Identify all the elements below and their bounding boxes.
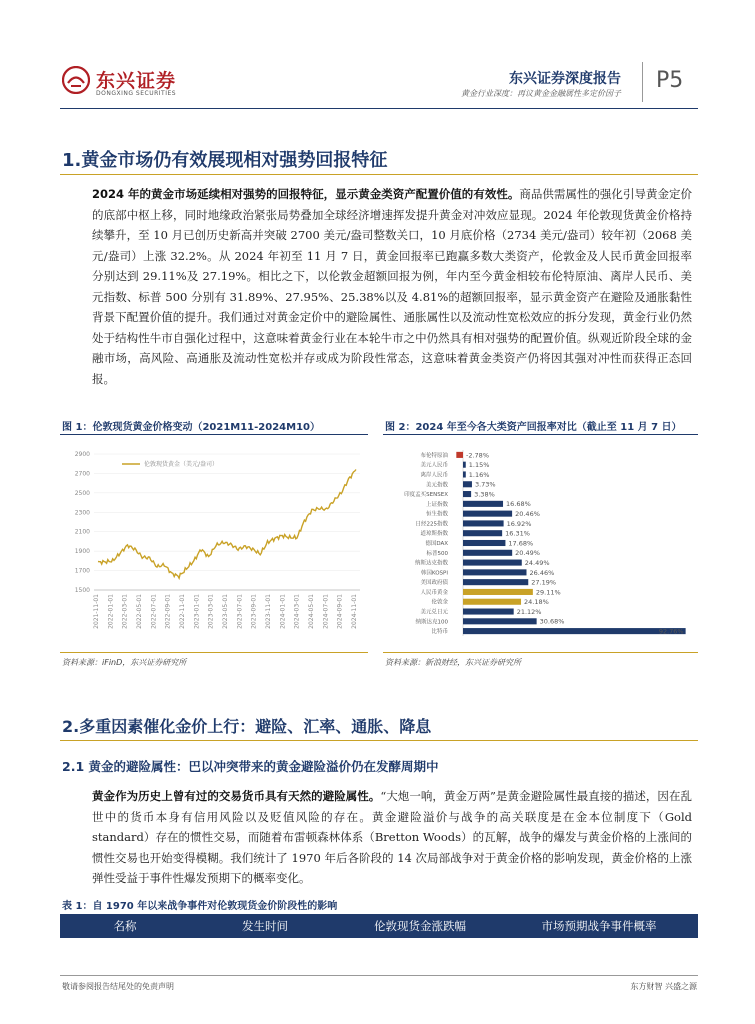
y-tick-label: 2300: [74, 509, 90, 517]
figure-2-source: 资料来源：新浪财经，东兴证券研究所: [385, 658, 521, 667]
bar-16: [463, 608, 514, 614]
bar-2: [463, 471, 466, 477]
x-tick-label: 2023-03-01: [207, 594, 215, 629]
figure-1-title: 图 1：伦敦现货黄金价格变动（2021M11-2024M10）: [62, 422, 320, 433]
section-2-rule: [60, 740, 698, 741]
value-label: 20.46%: [515, 510, 540, 519]
x-tick-label: 2024-03-01: [293, 594, 301, 629]
x-tick-label: 2024-05-01: [308, 594, 315, 629]
category-label: 标普500: [426, 550, 448, 557]
bar-15: [463, 599, 521, 605]
value-label: 16.92%: [506, 519, 532, 528]
x-tick-label: 2023-07-01: [236, 594, 244, 629]
footer-disclaimer: 敬请参阅报告结尾处的免责声明: [62, 982, 174, 991]
bar-11: [463, 560, 522, 566]
figure-1-source: 资料来源：iFinD，东兴证券研究所: [62, 658, 187, 667]
bar-13: [463, 579, 528, 585]
figure-2-rule: [383, 434, 698, 435]
section-2-title: 2.多重因素催化金价上行：避险、汇率、通胀、降息: [62, 717, 432, 736]
value-label: 16.31%: [505, 529, 530, 538]
section-1-title: 1.黄金市场仍有效展现相对强势回报特征: [62, 150, 388, 171]
x-tick-label: 2022-05-01: [136, 594, 143, 629]
category-label: 比特币: [431, 629, 448, 636]
category-label: 印度孟买SENSEX: [404, 492, 448, 499]
table-header-change: 伦敦现货金涨跌幅: [374, 919, 466, 933]
footer-slogan: 东方财智 兴盛之源: [630, 982, 697, 991]
y-tick-label: 2900: [74, 451, 90, 458]
bar-18: [463, 628, 686, 634]
category-label: 美元兑日元: [420, 609, 448, 616]
category-label: 纳斯达克指数: [414, 560, 448, 567]
figure-1-rule: [60, 434, 368, 435]
category-label: 人民币黄金: [420, 589, 448, 596]
x-tick-label: 2021-11-01: [93, 594, 100, 629]
x-tick-label: 2023-05-01: [222, 594, 229, 629]
legend-label: 伦敦现货黄金（美元/盎司）: [144, 461, 219, 468]
figure-1-bottom-rule: [60, 652, 368, 653]
value-label: 3.38%: [474, 490, 495, 499]
bar-8: [463, 530, 502, 536]
bar-3: [463, 481, 472, 487]
bar-9: [463, 540, 505, 546]
header-divider: [642, 62, 643, 102]
table-header-probability: 市场预期战争事件概率: [541, 919, 657, 933]
table-header-time: 发生时间: [242, 919, 288, 933]
bar-14: [463, 589, 533, 595]
report-subtitle: 黄金行业深度：再议黄金金融属性多定价因子: [461, 89, 621, 98]
value-label: -2.78%: [466, 451, 489, 460]
category-label: 韩国KOSPI: [420, 570, 448, 577]
bar-7: [463, 520, 504, 526]
y-tick-label: 1700: [74, 567, 90, 575]
table-1-title: 表 1：自 1970 年以来战争事件对伦敦现货金价阶段性的影响: [62, 901, 338, 912]
category-label: 伦敦金: [431, 599, 448, 606]
value-label: 27.19%: [531, 578, 557, 587]
value-label: 20.49%: [515, 549, 540, 558]
x-tick-label: 2023-11-01: [265, 594, 272, 629]
report-title: 东兴证券深度报告: [509, 71, 621, 87]
bar-12: [463, 569, 527, 575]
x-tick-label: 2024-07-01: [322, 594, 330, 629]
section-2-body: “大炮一响，黄金万两”是黄金避险属性最直接的描述，因在乱世中的货币本身有信用风险以及贬值风险的存在。黄金避险溢价与战争的高关联度是在金本位制度下（Gold standard）存在的惯性交易，而随着布雷顿森林体系（Bretton Woods）的瓦解，战争的爆发与黄金价格的上涨间的惯性交易也开始变得模糊。我们统计了 1970 年后各阶段的 14 次局部战争对于黄金价格的影响发现，黄金价格的上涨弹性受益于事件性爆发预期下的概率变化。: [92, 789, 692, 885]
section-1-paragraph: [92, 184, 692, 389]
bar-0: [456, 452, 463, 458]
category-label: 离岸人民币: [420, 472, 448, 479]
value-label: 29.11%: [535, 588, 561, 597]
value-label: 26.46%: [529, 568, 555, 577]
value-label: 24.49%: [524, 558, 550, 567]
category-label: 美元人民币: [420, 462, 448, 469]
company-name-en: DONGXING SECURITIES: [96, 90, 177, 97]
table-1-header: [60, 914, 698, 938]
category-label: 纳斯达克100: [415, 619, 448, 626]
section-1-rule: [60, 174, 698, 175]
page-header: [0, 0, 755, 110]
header-rule: [60, 108, 698, 109]
category-label: 日经225指数: [415, 521, 448, 528]
table-header-name: 名称: [113, 919, 137, 933]
value-label: 1.15%: [468, 461, 490, 470]
value-label: 21.12%: [516, 607, 542, 616]
x-tick-label: 2023-01-01: [193, 594, 201, 629]
company-logo-icon: [62, 66, 90, 94]
bar-4: [463, 491, 471, 497]
value-label: 16.68%: [506, 500, 531, 509]
x-tick-label: 2022-01-01: [107, 594, 115, 629]
section-1-body: 商品供需属性的强化引导黄金定价的底部中枢上移，同时地缘政治紧张局势叠加全球经济增速挥发提升黄金对冲效应显现。2024 年伦敦现货黄金价格持续攀升，至 10 月已创历史新高并突破 2700 美元/盎司整数关口，10 月底价格（2734 美元/盎司）较年初（2068 美元/盎司）上涨 32.2%。从 2024 年初至 11 月 7 日，黄金回报率已跑赢多数大类资产，伦敦金及人民币黄金回报率分别达到 29.11%及 27.19%。相比之下，以伦敦金超额回报为例，年内至今黄金相较布伦特原油、离岸人民币、美元指数、标普 500 分别有 31.89%、27.95%、25.38%以及 4.81%的超额回报率，显示黄金资产在避险及通胀黏性背景下配置价值的提升。我们通过对黄金定价中的避险属性、通胀属性以及流动性宽松效应的拆分发现，黄金行业仍然处于结构性牛市自强化过程中，这意味着黄金行业在本轮牛市之中仍然具有相对强势的配置价值。纵观近阶段全球的金融市场，高风险、高通胀及流动性宽松并存或成为阶段性常态，这意味着黄金类资产仍将因其强对冲性而获得正态回报。: [92, 187, 692, 386]
y-tick-label: 1500: [74, 587, 90, 594]
category-label: 道琼斯指数: [420, 531, 448, 538]
bar-17: [463, 618, 537, 624]
bar-6: [463, 511, 512, 517]
x-tick-label: 2022-11-01: [179, 594, 186, 629]
footer-rule: [60, 975, 698, 976]
bar-1: [463, 462, 466, 468]
value-label: 30.68%: [539, 617, 565, 626]
section-2-1-title: 2.1 黄金的避险属性：巴以冲突带来的黄金避险溢价仍在发酵周期中: [62, 759, 439, 774]
category-label: 恒生指数: [425, 511, 448, 518]
x-tick-label: 2022-03-01: [121, 594, 129, 629]
category-label: 上证指数: [425, 501, 448, 508]
x-tick-label: 2023-09-01: [250, 594, 258, 629]
gold-price-series-line: [98, 470, 356, 579]
y-tick-label: 1900: [74, 548, 90, 556]
section-2-paragraph: [92, 786, 692, 889]
value-label: 24.18%: [524, 598, 549, 607]
bar-5: [463, 501, 503, 507]
category-label: 美国政府债: [420, 580, 448, 587]
y-tick-label: 2700: [74, 470, 90, 478]
y-tick-label: 2100: [74, 528, 90, 536]
category-label: 美元指数: [425, 482, 448, 489]
x-tick-label: 2022-07-01: [150, 594, 158, 629]
gold-price-line-chart: [60, 440, 368, 650]
page-number: P5: [656, 68, 684, 93]
value-label: 17.68%: [508, 539, 534, 548]
x-tick-label: 2024-01-01: [279, 594, 287, 629]
asset-return-bar-chart: [383, 440, 698, 650]
category-label: 布伦特原油: [420, 452, 448, 459]
x-tick-label: 2022-09-01: [164, 594, 172, 629]
value-label: 3.73%: [474, 480, 496, 489]
y-tick-label: 2500: [74, 489, 90, 497]
x-tick-label: 2024-09-01: [336, 594, 344, 629]
bar-10: [463, 550, 512, 556]
category-label: 德国DAX: [425, 541, 448, 547]
section-1-lead: 2024 年的黄金市场延续相对强势的回报特征，显示黄金类资产配置价值的有效性。: [92, 187, 520, 201]
x-tick-label: 2024-11-01: [351, 594, 358, 629]
figure-2-bottom-rule: [383, 652, 698, 653]
company-name: 东兴证券: [96, 70, 177, 92]
figure-2-title: 图 2：2024 年至今各大类资产回报率对比（截止至 11 月 7 日）: [385, 422, 682, 433]
section-2-lead: 黄金作为历史上曾有过的交易货币具有天然的避险属性。: [92, 789, 381, 803]
value-label: 92.76%: [658, 627, 684, 636]
value-label: 1.16%: [468, 470, 490, 479]
